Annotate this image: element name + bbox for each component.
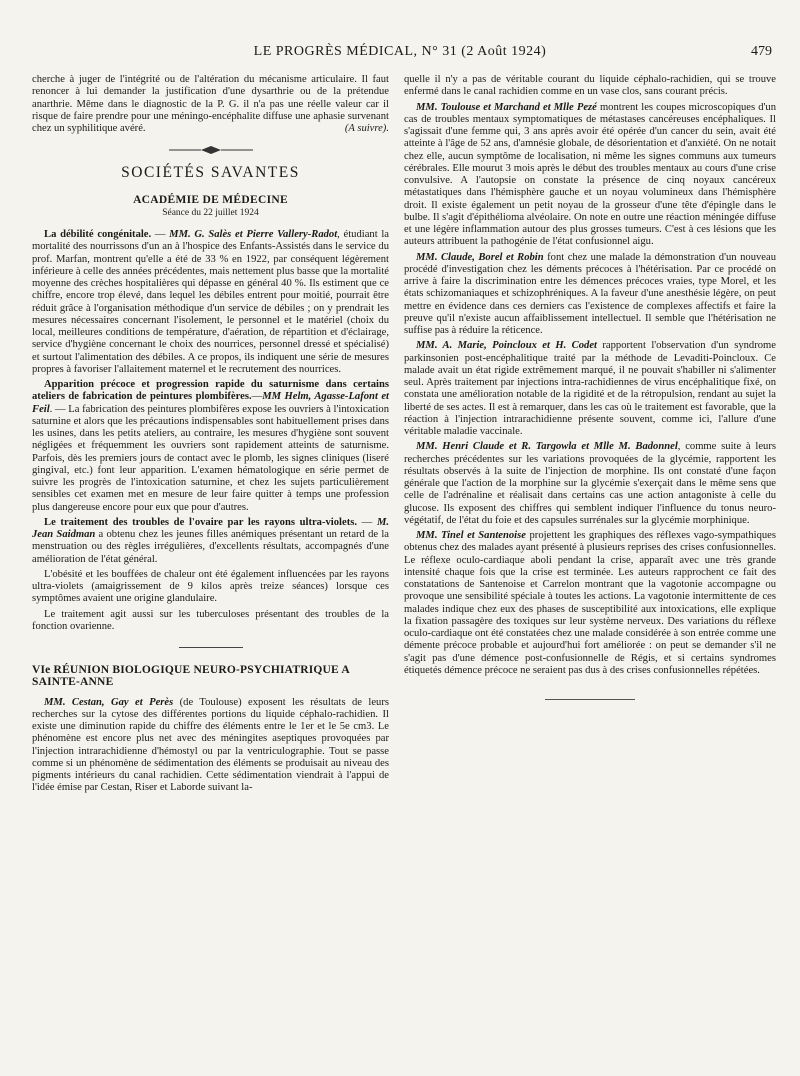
article-ovaire-p3: Le traitement agit aussi sur les tuberculoses présentant des troubles de la fonction ovarienne. [32, 608, 389, 632]
to-be-continued: (A suivre). [344, 123, 389, 134]
end-rule [545, 699, 635, 700]
article-body: , comme suite à leurs recherches précédentes sur les variations provoquées de la glycémie, rapportent les résultats observés à la suite de l'injection de morphine. Ils ont constaté d'une façon générale que l'action de la morphine sur la glycémie s'exerçait dans le même sens que celle de l'adrénaline et réalisait dans certains cas une action antagoniste à celle du glucose. Ils exposent des chiffres qui semblent indiquer l'influence du tonus neuro-végétatif, de l'état du foie et des capsules surrénales sur la glycémie morphinique. [404, 441, 776, 526]
article-marie [404, 340, 776, 438]
article-authors: MM. Tinel et Santenoise [416, 530, 526, 541]
article-authors: MM. Toulouse et Marchand et Mlle Pezé [416, 101, 597, 113]
article-title: La débilité congénitale. [44, 229, 152, 240]
section-rule [179, 647, 243, 648]
article-cestan [32, 697, 389, 795]
article-authors: M. Jean Saidman [32, 516, 390, 540]
page-number: 479 [751, 44, 772, 59]
article-debilite: La débilité congénitale. — MM. G. Salès et Pierre Vallery-Radot, étudiant la mortalité des nourrissons d'un an à l'hospice des Enfants-Assistés dans le service du prof. Marfan, montrent qu'elle a été de 33 % en 1922, par conséquent légèrement inférieure à celle des années précédentes, mais nettement plus basse que la mortalité moyenne des crèches hospitalières qui dépasse en général 40 %. Ils estiment que ce chiffre, encore trop élevé, dans lequel les débiles entrent pour moitié, pourrait être réduit grâce à l'organisation méthodique d'un service de débiles ; on y prendrait les mesures nécessaires concernant l'isolement, le personnel et le matériel (choix du local, meilleures conditions de température, d'aération, de répartition et d'éclairage, service d'hygiène concernant le choix des nourrices, personnel dressé et spécialisé) et surtout l'alimentation des débiles. A ce propos, ils indiquent une série de mesures propres à favoriser l'allaitement maternel et le recrutement des nourrices. [32, 229, 389, 375]
article-claude-borel [404, 252, 776, 338]
article-authors: MM. Cestan, Gay et Perès [44, 696, 174, 708]
continued-text: cherche à juger de l'intégrité ou de l'altération du mécanisme articulaire. Il faut renoncer à lui demander la justification d'une dysarthrie ou de la prétendue anarthrie. Même dans le diagnostic de la P. G. il n'a pas une réelle valeur car il risque de faire prendre pour une méningo-encéphalite diffuse une aphasie survenant chez un syphilitique avéré. [32, 74, 389, 134]
article-body: rapportent l'observation d'un syndrome parkinsonien post-encéphalitique traité par la méthode de Levaditi-Poincloux. Ce malade avait un état rigide extrêmement marqué, il ne pouvait s'habiller ni s'alimenter seul. Après traitement par injections intra-rachidiennes de virus encéphalitique fixé, on constata une amélioration notable de la rigidité et de la rétropulsion, rendant au sujet la liberté de ses actes. Il est à remarquer, dans les cas où le traitement est favorable, que la réaction à l'injection intrarachidienne présente souvent, comme ici, l'allure d'une véritable maladie vaccinale. [404, 340, 776, 437]
article-toulouse [404, 102, 776, 249]
reunion-title: VIe RÉUNION BIOLOGIQUE NEURO-PSYCHIATRIQUE A SAINTE-ANNE [32, 664, 350, 689]
section-title: SOCIÉTÉS SAVANTES [121, 164, 300, 182]
article-title: Apparition précoce et progression rapide du saturnisme dans certains ateliers de fabrication de peintures plombifères. [32, 379, 389, 403]
article-ovaire: Le traitement des troubles de l'ovaire par les rayons ultra-violets. — M. Jean Saidman a obtenu chez les jeunes filles anémiques présentant un retard de la menstruation ou des règles irrégulières, d'excellents résultats, accompagnés d'une amélioration de l'état général. [32, 516, 390, 565]
article-authors: MM. A. Marie, Poincloux et H. Codet [416, 340, 597, 352]
ornament-divider [32, 143, 389, 157]
article-body: , étudiant la mortalité des nourrissons d'un an à l'hospice des Enfants-Assistés dans le service du prof. Marfan, montrent qu'elle a été de 33 % en 1922, par conséquent légèrement inférieure à celle des années précédentes, mais nettement plus basse que la mortalité moyenne des crèches hospitalières qui dépasse en général 40 %. Ils estiment que ce chiffre, encore trop élevé, dans lequel les débiles entrent pour moitié, pourrait être réduit grâce à l'organisation méthodique d'un service de débiles ; on y prendrait les mesures nécessaires concernant l'isolement, le personnel et le matériel (choix du local, meilleures conditions de température, d'aération, de répartition et d'éclairage, service d'hygiène concernant le choix des nourrices, personnel dressé et spécialisé) et surtout l'alimentation des débiles. A ce propos, ils indiquent une série de mesures propres à favoriser l'allaitement maternel et le recrutement des nourrices. [32, 229, 389, 375]
article-saturnisme: Apparition précoce et progression rapide du saturnisme dans certains ateliers de fabrication de peintures plombifères.—MM Helm, Agasse-Lafont et Feil. — La fabrication des peintures plombifères expose les ouvriers à l'intoxication saturnine et alors que les précautions indispensables sont habituellement prises dans les usines, dans les petits ateliers, au contraire, les mesures d'hygiène sont souvent négligées et fréquemment les ouvriers sont rapidement atteints de saturnisme. Parfois, dès les premiers jours de contact avec le plomb, les signes cliniques (liseré gingival, etc.) font leur apparition. L'examen hématologique en série permet de suivre les progrès de l'intoxication saturnine, et chez les sujets particulièrement sensibles cet examen met en mesure de leur faire quitter à temps une profession plus dangereuse encore pour eux que pour d'autres. [32, 379, 389, 513]
article-title: Le traitement des troubles de l'ovaire par les rayons ultra-violets. [44, 516, 357, 528]
left-column [32, 74, 389, 798]
page-header [0, 44, 800, 64]
article-ovaire-p2: L'obésité et les bouffées de chaleur ont été également influencées par les rayons ultra-violets (amaigrissement de 9 kilos après treize séances) lorsque ces symptômes avaient une origine glandulaire. [32, 568, 389, 605]
article-body: montrent les coupes microscopiques d'un cas de troubles mentaux symptomatiques de métastases cancéreuses encéphaliques. Il s'agissait d'une femme qui, 3 ans après avoir été opérée d'un cancer du sein, avait été atteinte à l'âge de 52 ans, d'amnésie globale, de désorientation et d'anxiété. On ne notait chez elle, aucun symptôme de localisation, ni même les signes communs aux tumeurs cérébrales. Elle mourut 3 mois après le début des troubles mentaux au cours d'une crise convulsive. A l'autopsie on constate la présence de cinq noyaux cancéreux métastatiques dans l'hémisphère gauche et un noyau volumineux dans l'hémisphère droit. Il existe également un petit noyau de la grosseur d'une tête d'épingle dans le bulbe. Il s'agit d'épithélioma alvéolaire. On note en outre une réaction méningée diffuse et une légère inflammation autour des plus grosses tumeurs. C'est à ces lésions que les auteurs attribuent la pathogénie de l'état confusionnel aigu. [404, 101, 776, 248]
right-column [404, 74, 776, 700]
article-body: a obtenu chez les jeunes filles anémiques présentant un retard de la menstruation ou des règles irrégulières, d'excellents résultats, accompagnés d'une amélioration de l'état général. [32, 529, 389, 565]
continued-paragraph: quelle il n'y a pas de véritable courant du liquide céphalo-rachidien, qui se trouve enfermé dans le canal rachidien comme en un vase clos, sans courant précis. [404, 74, 776, 98]
seance-date: Séance du 22 juillet 1924 [162, 207, 259, 218]
academy-title: ACADÉMIE DE MÉDECINE [133, 193, 288, 206]
article-authors: MM Helm, Agasse-Lafont et Feil [32, 391, 389, 415]
article-body: . — La fabrication des peintures plombifères expose les ouvriers à l'intoxication saturnine et alors que les précautions indispensables sont habituellement prises dans les usines, dans les petits ateliers, au contraire, les mesures d'hygiène sont souvent négligées et fréquemment les ouvriers sont rapidement atteints de saturnisme. Parfois, dès les premiers jours de contact avec le plomb, les signes cliniques (liseré gingival, etc.) font leur apparition. L'examen hématologique en série permet de suivre les progrès de l'intoxication saturnine, et chez les sujets particulièrement sensibles cet examen met en mesure de leur faire quitter à temps une profession plus dangereuse encore pour eux que pour d'autres. [32, 403, 389, 513]
article-authors: MM. G. Salès et Pierre Vallery-Radot [169, 229, 338, 240]
article-body: font chez une malade la démonstration d'un nouveau procédé d'investigation chez les déments précoces à l'hétérisation. Par ce procédé on arrive à faire la discrimination entre les démences précoces vraies, type Morel, et les états schizomaniaques et schizophréniques. A la faveur d'une anesthésie légère, on peut mettre en évidence dans ces derniers cas l'existence de complexes affectifs et faire la preuve qu'il n'existe aucun affaiblissement intellectuel. Il semble que l'hétérisation ne suffise pas à réduire la réticence. [404, 251, 776, 336]
article-tinel [404, 530, 776, 677]
ornament-icon [169, 145, 253, 155]
article-body: projettent les graphiques des réflexes vago-sympathiques obtenus chez des malades ayant présenté à plusieurs reprises des crises confusionnelles. Le réflexe oculo-cardiaque aboli pendant la crise, apparaît avec une très grande intensité chaque fois que la crise est terminée. Les auteurs rapprochent ce fait des constatations de Santenoise et Carrelon montrant que la vagotonie accompagne ou provoque une sensibilité spéciale à toutes les actions. La vagotonie intermittente de ces malades indique chez eux des phases de susceptibilité aux intoxications, elle explique la fixation passagère des toxiques sur leur système nerveux. Des variations du réflexe oculo-cardiaque ont été constatées chez une malade considérée à son entrée comme une démente précoce probable et aujourd'hui fort améliorée : on peut se demander s'il ne s'agit pas d'une démence post-confusionnelle de Régis, et si certains syndromes étiquetés démence précoce ne seraient pas dus à des crises confusionnelles répétées. [404, 530, 777, 676]
article-body: (de Toulouse) exposent les résultats de leurs recherches sur la cytose des différentes portions du liquide céphalo-rachidien. Il existe une diminution rapide du chiffre des éléments entre le 1er et le 5e cm3. Le phénomène est encore plus net avec des méningites aseptiques provoquées par l'injection intrarachidienne d'hémostyl ou par la ventriculographie. Tout se passe comme si un phénomène de sédimentation des éléments se produisait au niveau des pigments intérieurs du canal rachidien. Cette sédimentation viendrait à l'appui de l'idée émise par Cestan, Riser et Laborde suivant la- [32, 696, 389, 794]
article-authors: MM. Henri Claude et R. Targowla et Mlle M. Badonnel [416, 441, 678, 453]
continued-paragraph [32, 74, 389, 135]
running-head: LE PROGRÈS MÉDICAL, N° 31 (2 Août 1924) [253, 44, 547, 59]
article-claude-targowla [404, 441, 776, 527]
article-authors: MM. Claude, Borel et Robin [416, 251, 544, 263]
